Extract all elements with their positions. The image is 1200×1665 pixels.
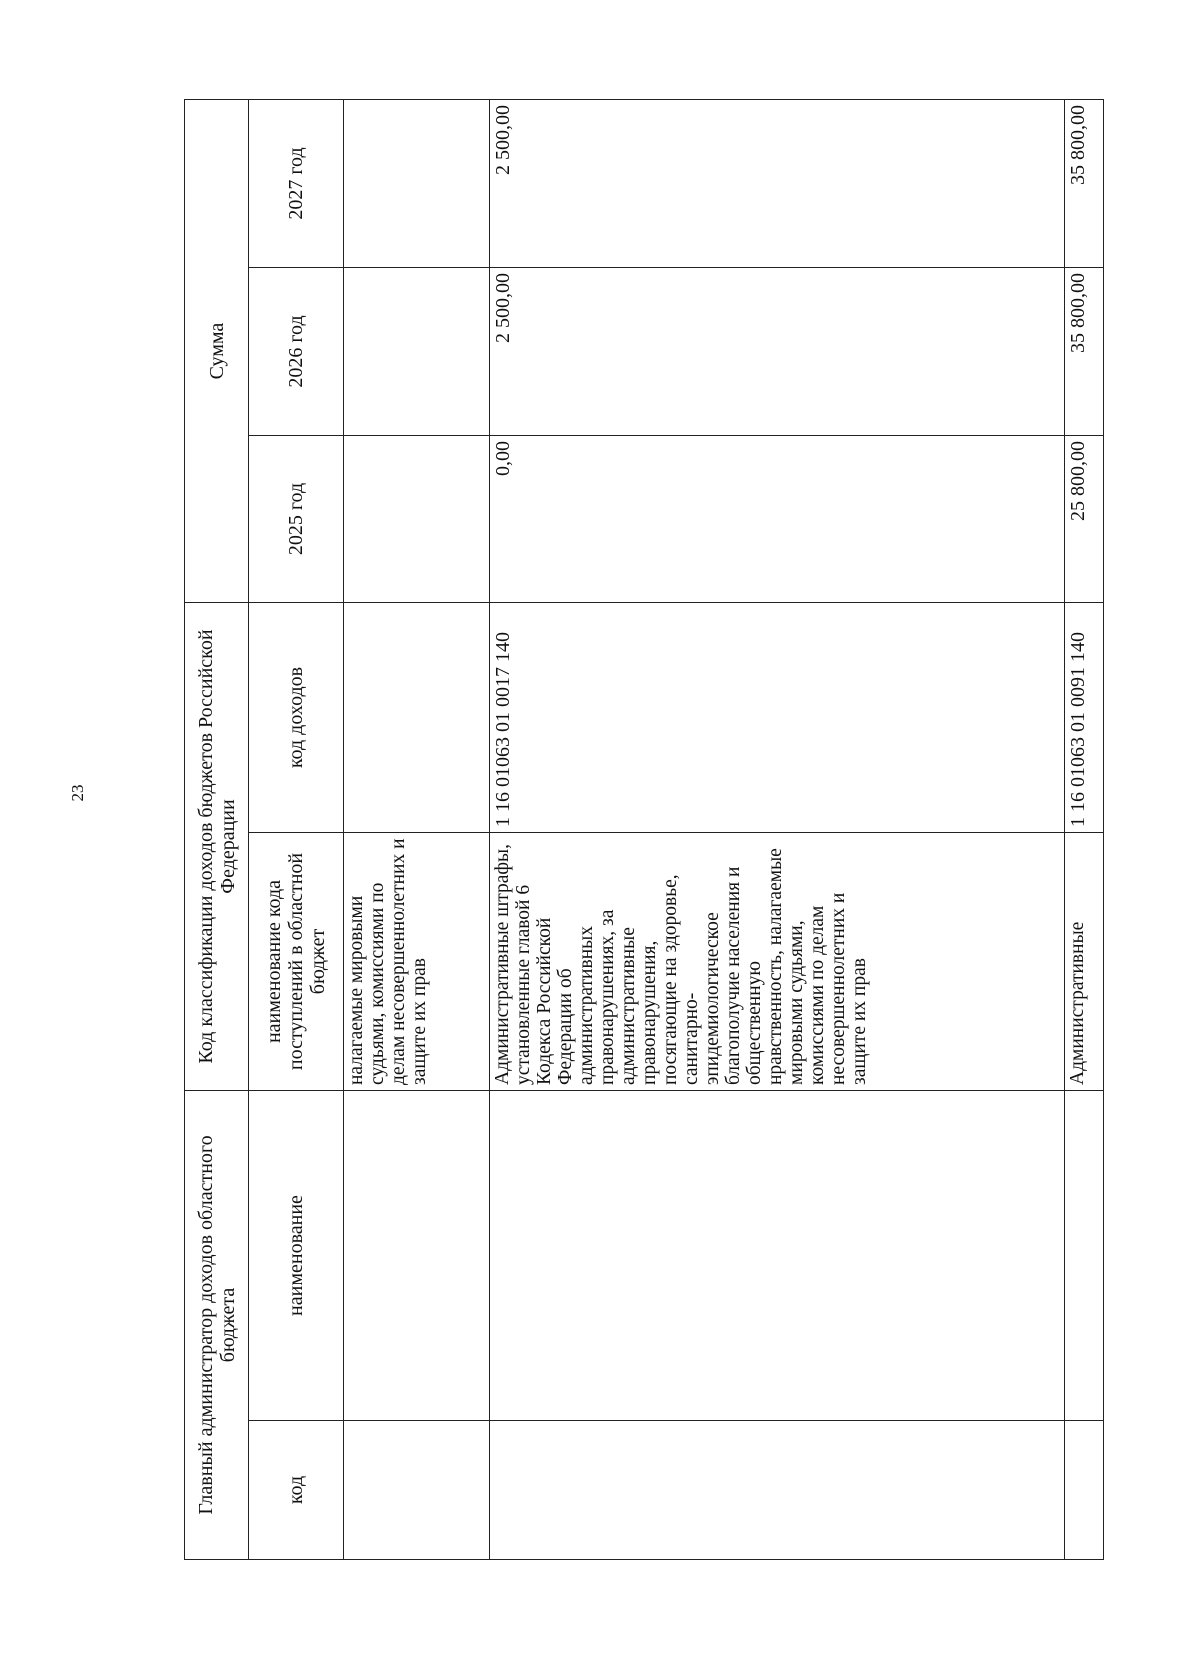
cell-income-code: 1 16 01063 01 0091 140 xyxy=(1065,603,1104,833)
cell-admin-name xyxy=(344,1091,490,1421)
header-col-2026: 2026 год xyxy=(249,268,344,436)
cell-2027 xyxy=(344,100,490,268)
header-col-2027: 2027 год xyxy=(249,100,344,268)
table-row xyxy=(1065,100,1104,1560)
cell-income-code xyxy=(344,603,490,833)
cell-2027: 2 500,00 xyxy=(490,100,1065,268)
cell-2025: 0,00 xyxy=(490,436,1065,603)
document-table-container xyxy=(184,100,1103,1560)
cell-2026: 35 800,00 xyxy=(1065,268,1104,436)
header-sum-group: Сумма xyxy=(185,100,249,603)
header-col-name: наименование xyxy=(249,1091,344,1421)
revenue-table xyxy=(184,99,1104,1560)
header-row-columns xyxy=(249,100,344,1560)
cell-income-name: Административные xyxy=(1065,833,1104,1091)
cell-admin-code xyxy=(344,1421,490,1560)
cell-admin-name xyxy=(1065,1091,1104,1421)
header-admin-group: Главный администратор доходов областного бюджета xyxy=(185,1091,249,1560)
cell-2025 xyxy=(344,436,490,603)
table-row xyxy=(490,100,1065,1560)
cell-income-code: 1 16 01063 01 0017 140 xyxy=(490,603,1065,833)
cell-2026: 2 500,00 xyxy=(490,268,1065,436)
page-number: 23 xyxy=(68,784,87,802)
cell-admin-code xyxy=(490,1421,1065,1560)
cell-2026 xyxy=(344,268,490,436)
table-row xyxy=(344,100,490,1560)
cell-income-name: налагаемые мировыми судьями, комиссиями по делам несовершеннолетних и защите их прав xyxy=(344,833,490,1091)
cell-2025: 25 800,00 xyxy=(1065,436,1104,603)
cell-income-name: Административные штрафы, установленные главой 6 Кодекса Российской Федерации об административных правонарушениях, за административные правонарушения, посягающие на здоровье, санитарно-эпидемиологическое благополучие населения и общественную нравственность, налагаемые мировыми судьями, комиссиями по делам несовершеннолетних и защите их прав xyxy=(490,833,1065,1091)
header-row-group xyxy=(185,100,249,1560)
header-col-income-code: код доходов xyxy=(249,603,344,833)
cell-admin-code xyxy=(1065,1421,1104,1560)
header-col-code: код xyxy=(249,1421,344,1560)
header-col-2025: 2025 год xyxy=(249,436,344,603)
header-col-income-name: наименование кода поступлений в областной бюджет xyxy=(249,833,344,1091)
cell-2027: 35 800,00 xyxy=(1065,100,1104,268)
header-classification-group: Код классификации доходов бюджетов Российской Федерации xyxy=(185,603,249,1091)
cell-admin-name xyxy=(490,1091,1065,1421)
